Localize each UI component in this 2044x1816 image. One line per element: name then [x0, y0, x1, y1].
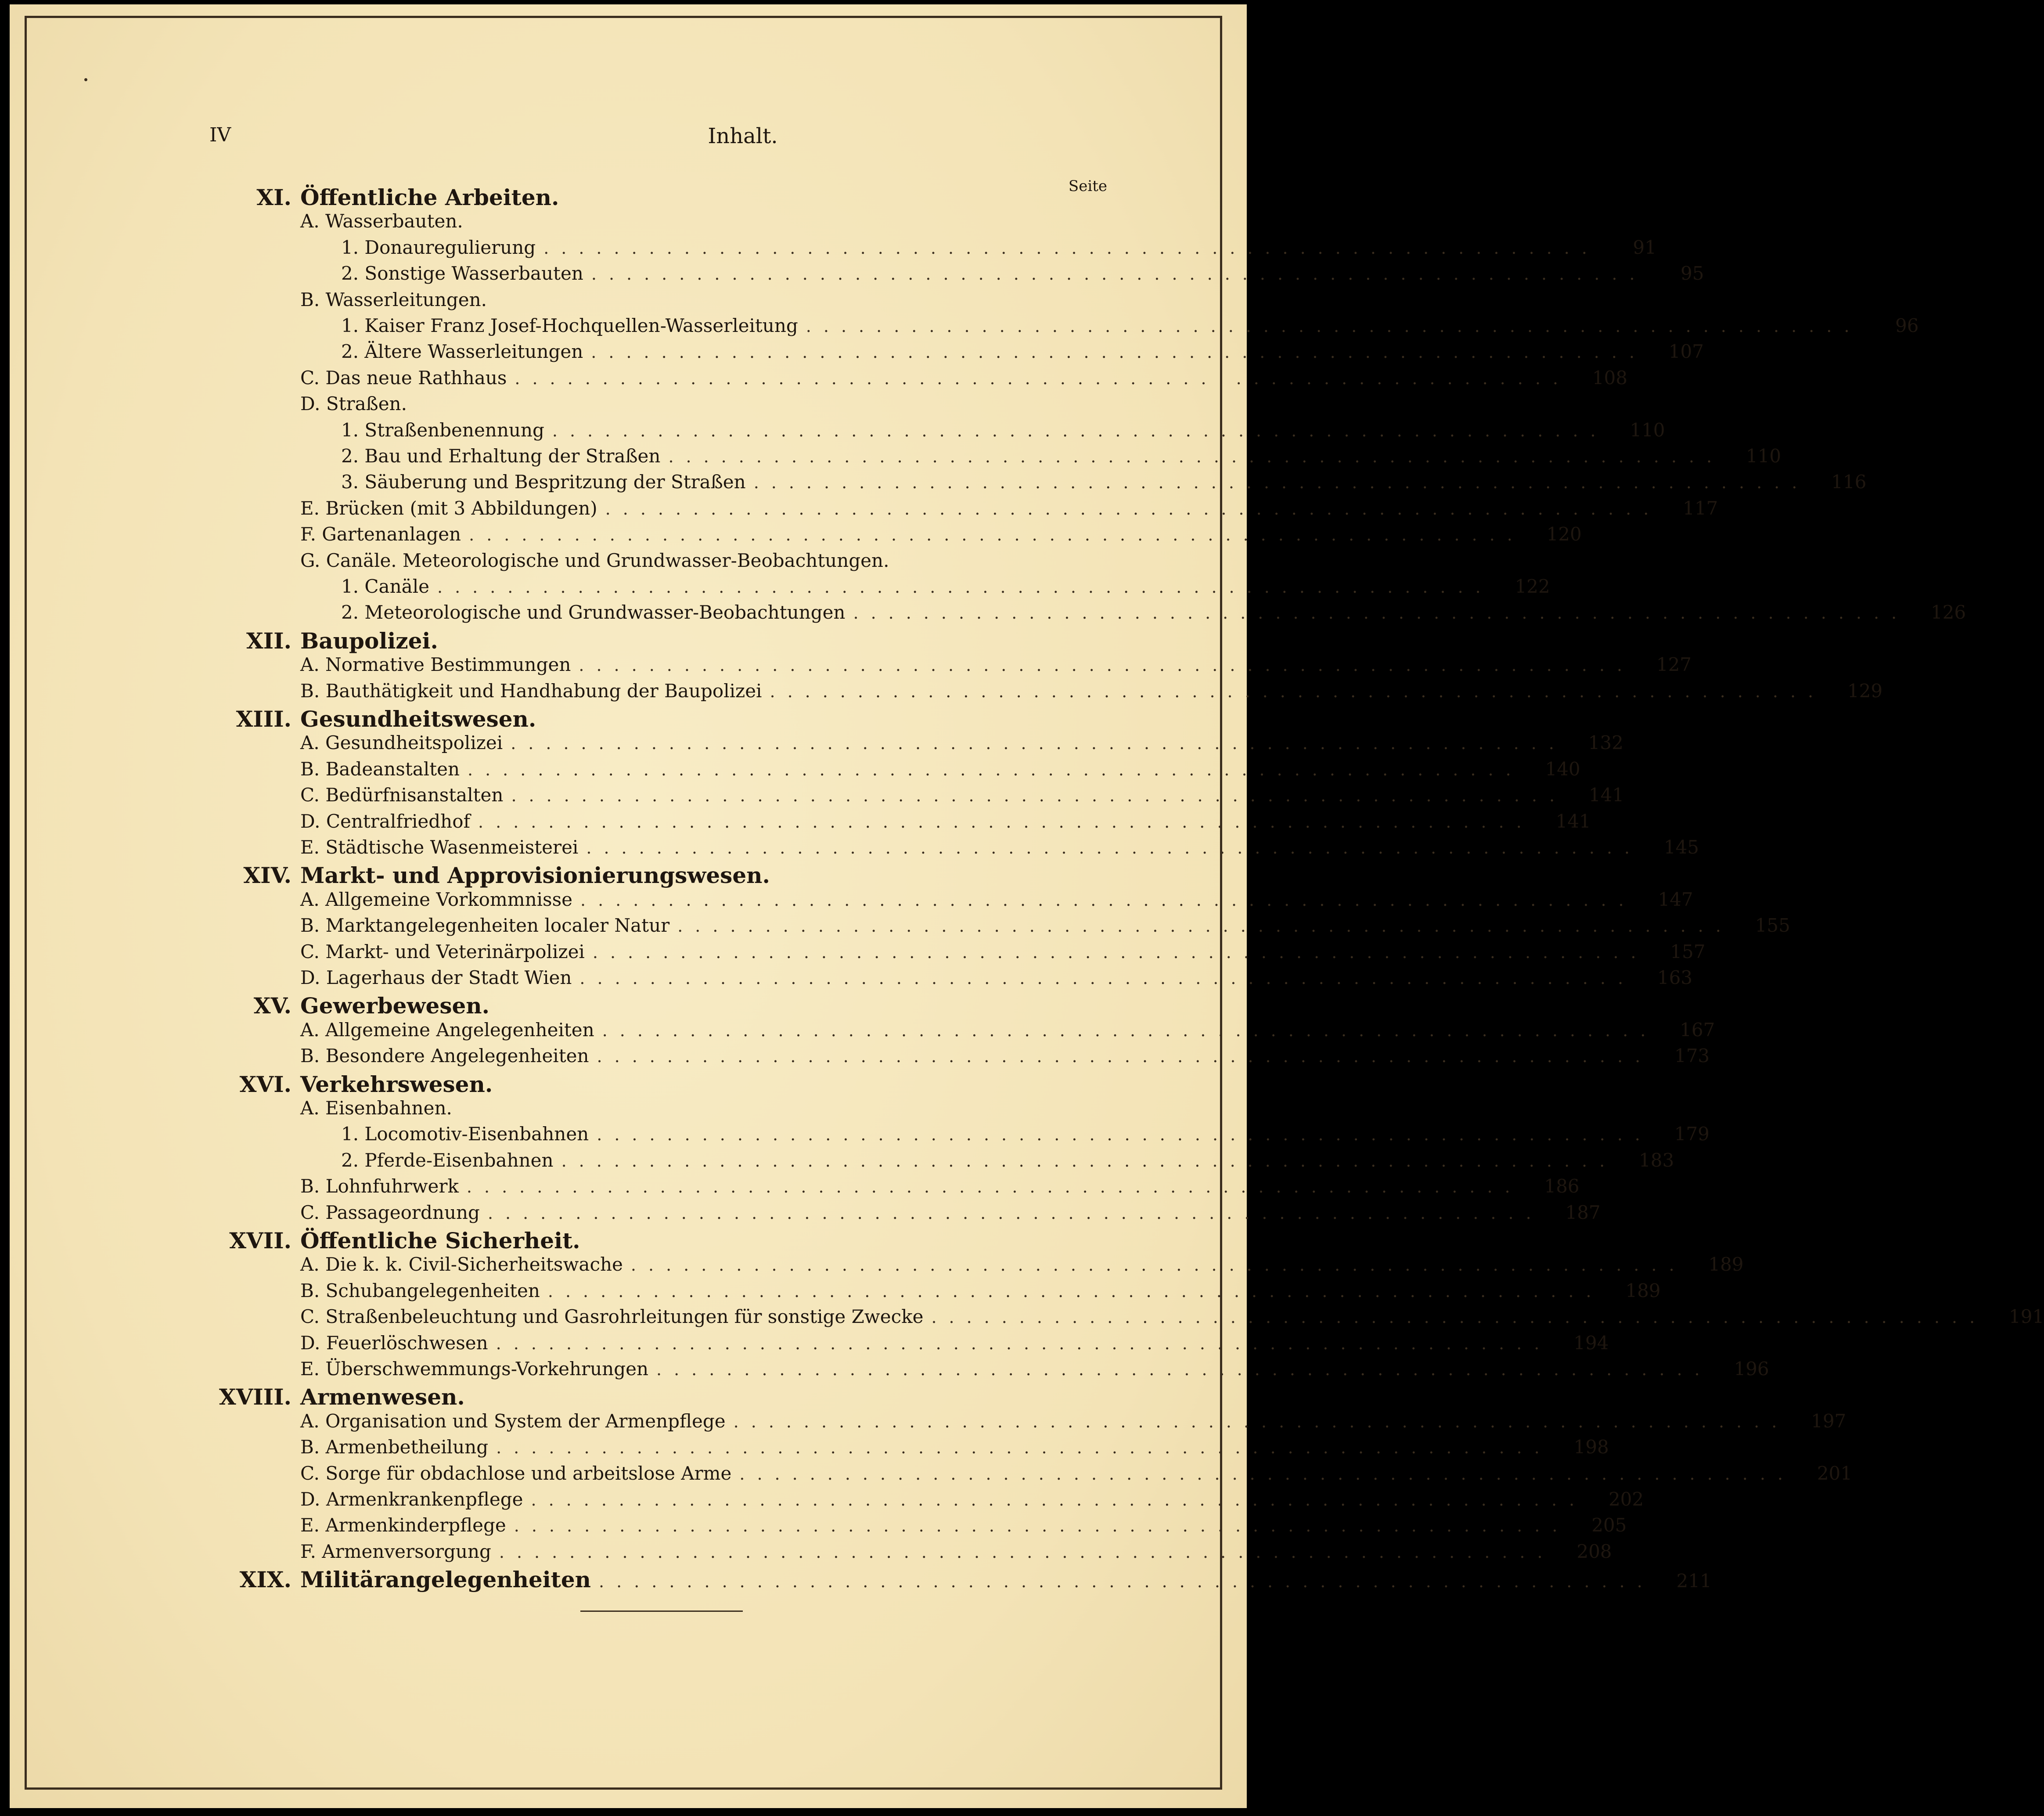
entry-label: A. Allgemeine Angelegenheiten	[300, 1019, 594, 1041]
toc-entry	[300, 758, 1580, 785]
page-number: 211	[1676, 1570, 1712, 1592]
section-number: XI.	[256, 184, 291, 210]
dot-leader: ............................................................	[733, 1412, 1789, 1431]
toc-entry	[300, 967, 1693, 993]
entry-label: 2. Pferde-Eisenbahnen	[341, 1149, 554, 1171]
dot-leader: ............................................................	[770, 681, 1826, 701]
entry-label: 3. Säuberung und Bespritzung der Straßen	[341, 471, 746, 493]
entry-label: B. Marktangelegenheiten localer Natur	[300, 915, 670, 937]
section-title: Militärangelegenheiten	[300, 1567, 591, 1593]
entry-label: 2. Bau und Erhaltung der Straßen	[341, 445, 661, 467]
toc-entry	[300, 915, 1790, 941]
toc-entry	[300, 1279, 1661, 1306]
page-number: 189	[1625, 1279, 1661, 1301]
entry-label: C. Bedürfnisanstalten	[300, 784, 504, 806]
dot-leader: ............................................................	[496, 1438, 1552, 1458]
toc-entry	[341, 263, 1704, 289]
toc-entry	[300, 654, 1692, 680]
entry-label: B. Badeanstalten	[300, 758, 460, 780]
page-number: 127	[1656, 654, 1692, 676]
entry-label: 2. Meteorologische und Grundwasser-Beobachtungen	[341, 602, 846, 623]
dot-leader: ............................................................	[739, 1464, 1796, 1484]
page-number: 120	[1546, 523, 1582, 545]
entry-label: D. Feuerlöschwesen	[300, 1332, 488, 1354]
dot-leader: ............................................................	[677, 916, 1733, 936]
page-number: 91	[1633, 236, 1656, 258]
toc-entry	[300, 732, 1623, 758]
page-column-label: Seite	[1068, 177, 1107, 195]
toc-entry	[300, 1254, 1744, 1280]
entry-label: C. Markt- und Veterinärpolizei	[300, 940, 585, 962]
section-title: Gewerbewesen.	[300, 993, 490, 1019]
page-number: 122	[1515, 576, 1550, 597]
toc-entry	[300, 1410, 1846, 1437]
dot-leader: ............................................................	[806, 317, 1862, 336]
toc-section	[10, 1567, 1712, 1593]
page-number: 173	[1674, 1045, 1710, 1067]
toc-section	[10, 1384, 1098, 1410]
toc-section	[10, 184, 1098, 211]
dot-leader: ............................................................	[599, 1572, 1655, 1592]
entry-label: A. Allgemeine Vorkommnisse	[300, 888, 573, 910]
page-number: 145	[1663, 836, 1699, 858]
entry-label: C. Sorge für obdachlose und arbeitslose Arme	[300, 1462, 732, 1484]
page-number: 167	[1680, 1019, 1715, 1041]
dot-leader: ............................................................	[547, 1281, 1604, 1301]
page-number: 129	[1847, 680, 1883, 702]
toc-entry	[300, 810, 1591, 837]
toc-subheading	[300, 550, 889, 576]
toc-entry	[341, 315, 1919, 341]
entry-label: C. Das neue Rathhaus	[300, 367, 507, 389]
toc-entry	[300, 1306, 2044, 1332]
entry-label: E. Überschwemmungs-Vorkehrungen	[300, 1358, 648, 1380]
page-number: 110	[1746, 445, 1781, 467]
entry-label: 2. Sonstige Wasserbauten	[341, 263, 583, 285]
page-number: 116	[1831, 471, 1867, 493]
dot-leader: ............................................................	[579, 969, 1636, 988]
dot-leader: ............................................................	[931, 1308, 1987, 1327]
toc-entry	[300, 680, 1883, 706]
toc-entry	[341, 1149, 1674, 1176]
dot-leader: ............................................................	[437, 577, 1493, 597]
page-number: 140	[1545, 758, 1580, 780]
section-number: XVI.	[239, 1071, 291, 1097]
toc-entry	[341, 1123, 1709, 1149]
page-number: 191	[2009, 1306, 2044, 1328]
entry-label: B. Schubangelegenheiten	[300, 1279, 540, 1301]
page-number: 189	[1708, 1254, 1744, 1276]
entry-label: A. Die k. k. Civil-Sicherheitswache	[300, 1254, 623, 1276]
toc-entry	[300, 1462, 1853, 1489]
toc-entry	[341, 471, 1867, 497]
entry-label: C. Passageordnung	[300, 1201, 480, 1223]
page-number: 155	[1755, 915, 1790, 937]
dot-leader: ............................................................	[515, 368, 1571, 388]
toc-section	[10, 993, 1098, 1019]
entry-label: B. Lohnfuhrwerk	[300, 1175, 459, 1197]
page-number: 163	[1657, 967, 1693, 988]
toc-entry	[300, 523, 1582, 550]
section-title: Gesundheitswesen.	[300, 706, 536, 732]
dot-leader: ............................................................	[511, 786, 1567, 806]
dot-leader: ............................................................	[478, 812, 1534, 832]
section-number: XIII.	[236, 706, 291, 732]
dot-leader: ............................................................	[514, 1516, 1570, 1536]
dot-leader: ............................................................	[511, 734, 1566, 753]
page-number: 126	[1931, 602, 1966, 623]
toc-entry	[300, 1488, 1644, 1515]
page-number: 186	[1544, 1175, 1580, 1197]
subheading-text: G. Canäle. Meteorologische und Grundwasser-Beobachtungen.	[300, 549, 889, 571]
toc-entry	[300, 367, 1628, 393]
entry-label: B. Armenbetheilung	[300, 1436, 489, 1458]
section-title: Verkehrswesen.	[300, 1071, 493, 1097]
dot-leader: ............................................................	[591, 342, 1647, 362]
entry-label: 2. Ältere Wasserleitungen	[341, 341, 583, 363]
section-number: XVIII.	[219, 1384, 291, 1410]
entry-label: 1. Donauregulierung	[341, 236, 536, 258]
dot-leader: ............................................................	[597, 1125, 1652, 1145]
page-number: 205	[1591, 1514, 1627, 1536]
toc-entry	[341, 341, 1704, 367]
toc-entry	[300, 1045, 1710, 1071]
ink-speck	[84, 78, 87, 81]
running-head: Inhalt.	[708, 124, 778, 148]
toc-section	[10, 862, 1098, 889]
section-number: XV.	[253, 993, 291, 1019]
toc-entry	[300, 940, 1706, 967]
toc-section	[10, 628, 1098, 654]
dot-leader: ............................................................	[605, 499, 1661, 519]
dot-leader: ............................................................	[543, 238, 1599, 258]
dot-leader: ............................................................	[592, 942, 1648, 962]
page-number: 141	[1589, 784, 1624, 806]
section-title: Baupolizei.	[300, 627, 438, 654]
page-number: 194	[1573, 1332, 1609, 1354]
page-number: 198	[1573, 1436, 1609, 1458]
page-number: 107	[1668, 341, 1704, 363]
dot-leader: ............................................................	[579, 656, 1635, 675]
dot-leader: ............................................................	[531, 1490, 1587, 1510]
page-number: 96	[1895, 315, 1919, 336]
dot-leader: ............................................................	[591, 264, 1647, 284]
toc-entry	[341, 236, 1656, 263]
entry-label: F. Armenversorgung	[300, 1540, 491, 1562]
page-number: 196	[1734, 1358, 1769, 1380]
toc-entry	[300, 1019, 1715, 1045]
dot-leader: ............................................................	[597, 1047, 1653, 1067]
dot-leader: ............................................................	[580, 890, 1636, 910]
page-number: 147	[1658, 888, 1693, 910]
entry-label: 1. Canäle	[341, 576, 429, 597]
dot-leader: ............................................................	[753, 473, 1810, 493]
subheading-text: A. Wasserbauten.	[300, 210, 463, 232]
dot-leader: ............................................................	[586, 838, 1642, 858]
page-number: 208	[1576, 1540, 1612, 1562]
section-number: XVII.	[229, 1228, 291, 1254]
entry-label: 1. Straßenbenennung	[341, 419, 544, 441]
dot-leader: ............................................................	[469, 525, 1525, 545]
page-number: 132	[1588, 732, 1623, 754]
page-number: 141	[1555, 810, 1591, 832]
toc-entry	[341, 576, 1550, 602]
toc-subheading	[300, 393, 407, 419]
toc-entry	[300, 888, 1693, 915]
section-number: XIX.	[239, 1567, 291, 1593]
dot-leader: ............................................................	[656, 1360, 1712, 1379]
toc-entry	[300, 1540, 1612, 1567]
entry-label: D. Lagerhaus der Stadt Wien	[300, 967, 572, 988]
page-number: 179	[1674, 1123, 1709, 1145]
toc-subheading	[300, 1097, 452, 1124]
toc-entry	[341, 419, 1665, 446]
toc-entry	[300, 784, 1624, 811]
toc-entry	[300, 1436, 1609, 1463]
page-folio: IV	[209, 124, 231, 146]
toc-subheading	[300, 210, 463, 237]
page-number: 202	[1609, 1488, 1644, 1510]
entry-label: E. Armenkinderpflege	[300, 1514, 506, 1536]
dot-leader: ............................................................	[561, 1151, 1617, 1171]
dot-leader: ............................................................	[466, 1177, 1522, 1197]
entry-label: A. Organisation und System der Armenpflege	[300, 1410, 726, 1432]
subheading-text: A. Eisenbahnen.	[300, 1097, 452, 1119]
entry-label: A. Gesundheitspolizei	[300, 732, 503, 754]
entry-label: E. Städtische Wasenmeisterei	[300, 836, 579, 858]
page-number: 110	[1630, 419, 1665, 441]
subheading-text: D. Straßen.	[300, 393, 407, 415]
toc-entry	[300, 1332, 1609, 1358]
section-title: Öffentliche Arbeiten.	[300, 184, 559, 210]
dot-leader: ............................................................	[468, 760, 1523, 779]
dot-leader: ............................................................	[630, 1255, 1687, 1275]
toc-entry	[341, 445, 1781, 472]
scanned-page	[10, 4, 2044, 1808]
page-number: 95	[1681, 263, 1704, 285]
entry-label: 1. Locomotiv-Eisenbahnen	[341, 1123, 589, 1145]
entry-label: F. Gartenanlagen	[300, 523, 461, 545]
toc-section	[10, 706, 1098, 732]
toc-entry	[300, 497, 1718, 524]
page-number: 157	[1670, 940, 1706, 962]
toc-subheading	[300, 289, 487, 315]
page-number: 183	[1639, 1149, 1674, 1171]
dot-leader: ............................................................	[853, 603, 1909, 623]
entry-label: E. Brücken (mit 3 Abbildungen)	[300, 497, 597, 519]
entry-label: C. Straßenbeleuchtung und Gasrohrleitungen für sonstige Zwecke	[300, 1306, 924, 1328]
dot-leader: ............................................................	[499, 1542, 1555, 1562]
subheading-text: B. Wasserleitungen.	[300, 288, 487, 310]
toc-entry	[341, 602, 1966, 628]
toc-entry	[300, 836, 1699, 863]
dot-leader: ............................................................	[487, 1203, 1544, 1223]
entry-label: B. Besondere Angelegenheiten	[300, 1045, 589, 1067]
section-number: XIV.	[243, 862, 291, 889]
entry-label: B. Bauthätigkeit und Handhabung der Baupolizei	[300, 680, 762, 702]
entry-label: D. Armenkrankenpflege	[300, 1488, 523, 1510]
toc-entry	[300, 1514, 1627, 1541]
page-number: 197	[1811, 1410, 1846, 1432]
dot-leader: ............................................................	[496, 1333, 1552, 1353]
dot-leader: ............................................................	[602, 1020, 1658, 1040]
page-number: 108	[1592, 367, 1628, 389]
toc-entry	[300, 1201, 1601, 1228]
page-number: 187	[1565, 1201, 1601, 1223]
dot-leader: ............................................................	[552, 421, 1608, 440]
section-title: Armenwesen.	[300, 1384, 465, 1410]
toc-entry	[300, 1358, 1769, 1384]
toc-section	[10, 1071, 1098, 1098]
section-title: Öffentliche Sicherheit.	[300, 1228, 580, 1254]
section-number: XII.	[246, 627, 291, 654]
page-number: 117	[1683, 497, 1718, 519]
toc-section	[10, 1228, 1098, 1254]
entry-label: 1. Kaiser Franz Josef-Hochquellen-Wasserleitung	[341, 315, 798, 336]
dot-leader: ............................................................	[668, 447, 1724, 466]
closing-rule	[580, 1611, 743, 1612]
toc-entry	[300, 1175, 1580, 1202]
entry-label: A. Normative Bestimmungen	[300, 654, 571, 676]
entry-label: D. Centralfriedhof	[300, 810, 471, 832]
section-title: Markt- und Approvisionierungswesen.	[300, 862, 770, 889]
page-number: 201	[1817, 1462, 1853, 1484]
